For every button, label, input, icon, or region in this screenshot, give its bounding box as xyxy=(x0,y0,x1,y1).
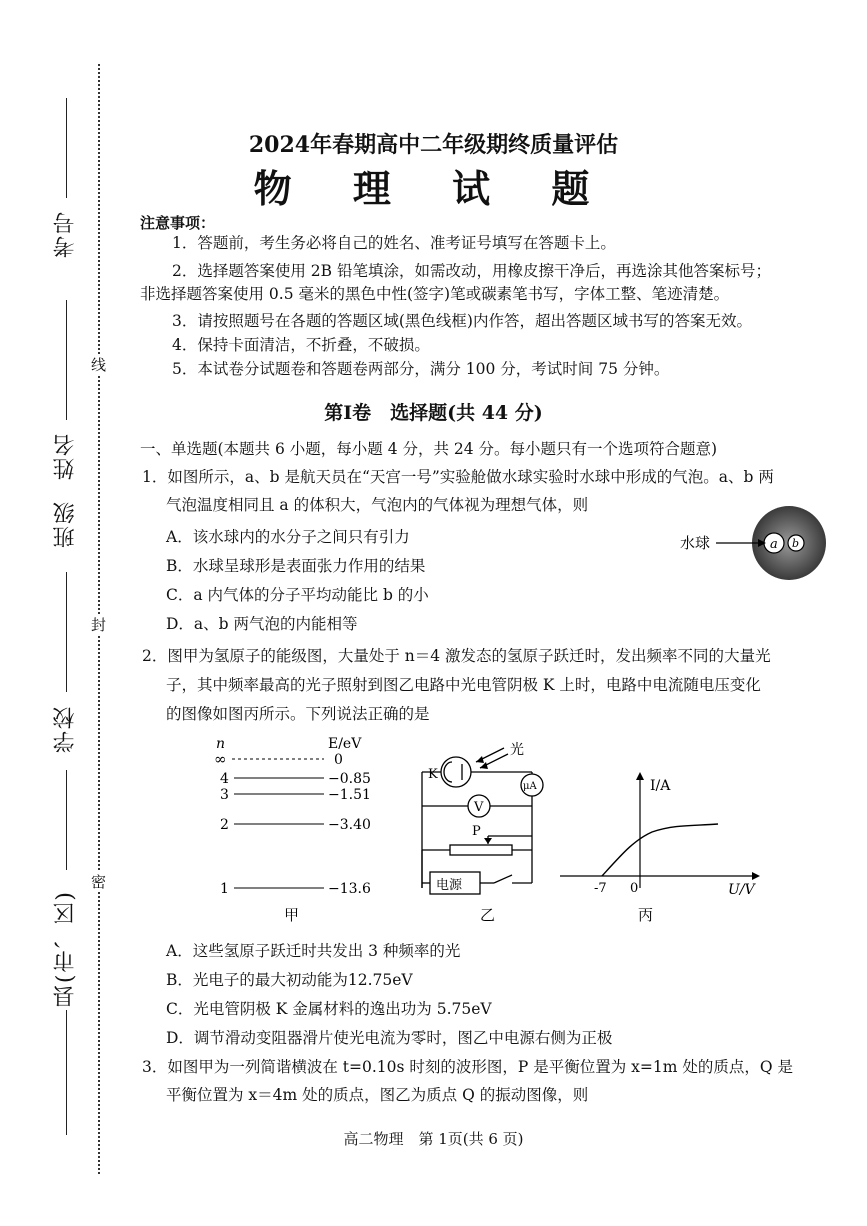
notice-item-2-cont: 非选择题答案使用 0.5 毫米的黑色中性(签字)笔或碳素笔书写，字体工整、笔迹清楚。 xyxy=(140,285,730,303)
level-2-n: 2 xyxy=(220,817,229,833)
figure-jia-caption: 甲 xyxy=(284,906,300,924)
q2-stem-line3: 的图像如图丙所示。下列说法正确的是 xyxy=(166,705,430,723)
bubble-b-label: b xyxy=(792,537,800,550)
notice-item-4: 4．保持卡面清洁，不折叠，不破损。 xyxy=(172,336,430,354)
tick-neg7: -7 xyxy=(594,881,607,896)
subject-title: 物 理 试 题 xyxy=(253,166,614,211)
q3-stem-line2: 平衡位置为 x＝4m 处的质点，图乙为质点 Q 的振动图像，则 xyxy=(166,1086,589,1104)
phototube-cathode xyxy=(444,762,452,782)
cathode-k-label: K xyxy=(428,767,438,782)
bubble-a-label: a xyxy=(770,537,778,552)
seal-mark-line: 线 xyxy=(89,357,107,372)
level-4-e: −0.85 xyxy=(328,771,371,787)
school-rule xyxy=(66,770,67,870)
class-label: 班级 xyxy=(53,500,78,548)
q2-option-d: D．调节滑动变阻器滑片使光电流为零时，图乙中电源右侧为正极 xyxy=(166,1029,613,1047)
county-rule xyxy=(66,1010,67,1135)
light-label: 光 xyxy=(510,742,524,758)
class-rule xyxy=(66,572,67,692)
q2-stem-line1: 2．图甲为氢原子的能级图，大量处于 n＝4 激发态的氢原子跃迁时，发出频率不同的大量光 xyxy=(142,647,771,665)
switch[interactable] xyxy=(494,875,512,883)
iu-graph xyxy=(556,768,766,928)
level-3-n: 3 xyxy=(220,787,229,803)
level-2-e: −3.40 xyxy=(328,817,371,833)
q1-stem-line1: 1．如图所示，a、b 是航天员在“天宫一号”实验舱做水球实验时水球中形成的气泡。a、b 两 xyxy=(142,468,774,486)
page-footer: 高二物理 第 1页(共 6 页) xyxy=(343,1130,524,1148)
q1-option-a: A．该水球内的水分子之间只有引力 xyxy=(166,528,410,546)
q1-option-c: C．a 内气体的分子平均动能比 b 的小 xyxy=(166,586,429,604)
tick-zero: 0 xyxy=(630,881,639,896)
notice-item-2: 2．选择题答案使用 2B 铅笔填涂，如需改动，用橡皮擦干净后，再选涂其他答案标号； xyxy=(172,262,771,280)
level-1-n: 1 xyxy=(220,881,229,897)
water-ball-label: 水球 xyxy=(680,534,711,552)
q1-option-d: D．a、b 两气泡的内能相等 xyxy=(166,615,358,633)
part1-instruction: 一、单选题(本题共 6 小题，每小题 4 分，共 24 分。每小题只有一个选项符合题意) xyxy=(140,440,718,458)
figure-yi-caption: 乙 xyxy=(480,906,496,924)
q2-stem-line2: 子，其中频率最高的光子照射到图乙电路中光电管阴极 K 上时，电路中电流随电压变化 xyxy=(166,676,761,694)
county-label: 县(市、区) xyxy=(53,890,78,1008)
level-inf-n: ∞ xyxy=(214,750,227,768)
e-axis-label: E/eV xyxy=(328,736,362,752)
q2-option-b: B．光电子的最大初动能为12.75eV xyxy=(166,971,413,989)
notice-item-5: 5．本试卷分试题卷和答题卷两部分，满分 100 分，考试时间 75 分钟。 xyxy=(172,360,670,378)
slider-p-label: P xyxy=(472,824,481,839)
notice-item-1: 1．答题前，考生务必将自己的姓名、准考证号填写在答题卡上。 xyxy=(172,234,616,252)
level-1-e: −13.6 xyxy=(328,881,371,897)
figure-bing-caption: 丙 xyxy=(638,906,654,924)
notice-item-3: 3．请按照题号在各题的答题区域(黑色线框)内作答，超出答题区域书写的答案无效。 xyxy=(172,312,752,330)
n-axis-label: n xyxy=(216,736,226,752)
q1-option-b: B．水球呈球形是表面张力作用的结果 xyxy=(166,557,426,575)
q1-stem-line2: 气泡温度相同且 a 的体积大，气泡内的气体视为理想气体，则 xyxy=(166,496,589,514)
voltmeter-label: V xyxy=(474,800,484,815)
power-source-label: 电源 xyxy=(436,878,463,893)
exam-no-label: 考号 xyxy=(53,210,78,258)
energy-level-diagram xyxy=(212,732,392,928)
iu-curve xyxy=(602,824,718,876)
q2-option-c: C．光电管阴极 K 金属材料的逸出功为 5.75eV xyxy=(166,1000,492,1018)
section-title: 第Ⅰ卷 选择题(共 44 分) xyxy=(324,402,543,424)
rheostat xyxy=(450,845,512,855)
u-axis-label: U/V xyxy=(728,882,755,898)
level-3-e: −1.51 xyxy=(328,787,371,803)
microammeter-label: μA xyxy=(523,781,537,792)
notice-heading: 注意事项： xyxy=(140,214,216,232)
q3-stem-line1: 3．如图甲为一列简谐横波在 t=0.10s 时刻的波形图，P 是平衡位置为 x=1m 处的质点，Q 是 xyxy=(142,1058,794,1076)
exam-title: 2024年春期高中二年级期终质量评估 xyxy=(248,132,619,158)
i-axis-label: I/A xyxy=(650,778,671,794)
seal-mark-seal: 封 xyxy=(89,617,107,632)
level-4-n: 4 xyxy=(220,771,229,787)
level-inf-e: 0 xyxy=(334,752,343,768)
school-label: 学校 xyxy=(53,705,78,753)
water-ball-figure xyxy=(672,506,832,584)
seal-mark-secret: 密 xyxy=(89,874,107,889)
name-label: 姓名 xyxy=(53,432,78,480)
photoelectric-circuit xyxy=(412,732,562,928)
q2-option-a: A．这些氢原子跃迁时共发出 3 种频率的光 xyxy=(166,942,461,960)
phototube xyxy=(441,757,471,787)
